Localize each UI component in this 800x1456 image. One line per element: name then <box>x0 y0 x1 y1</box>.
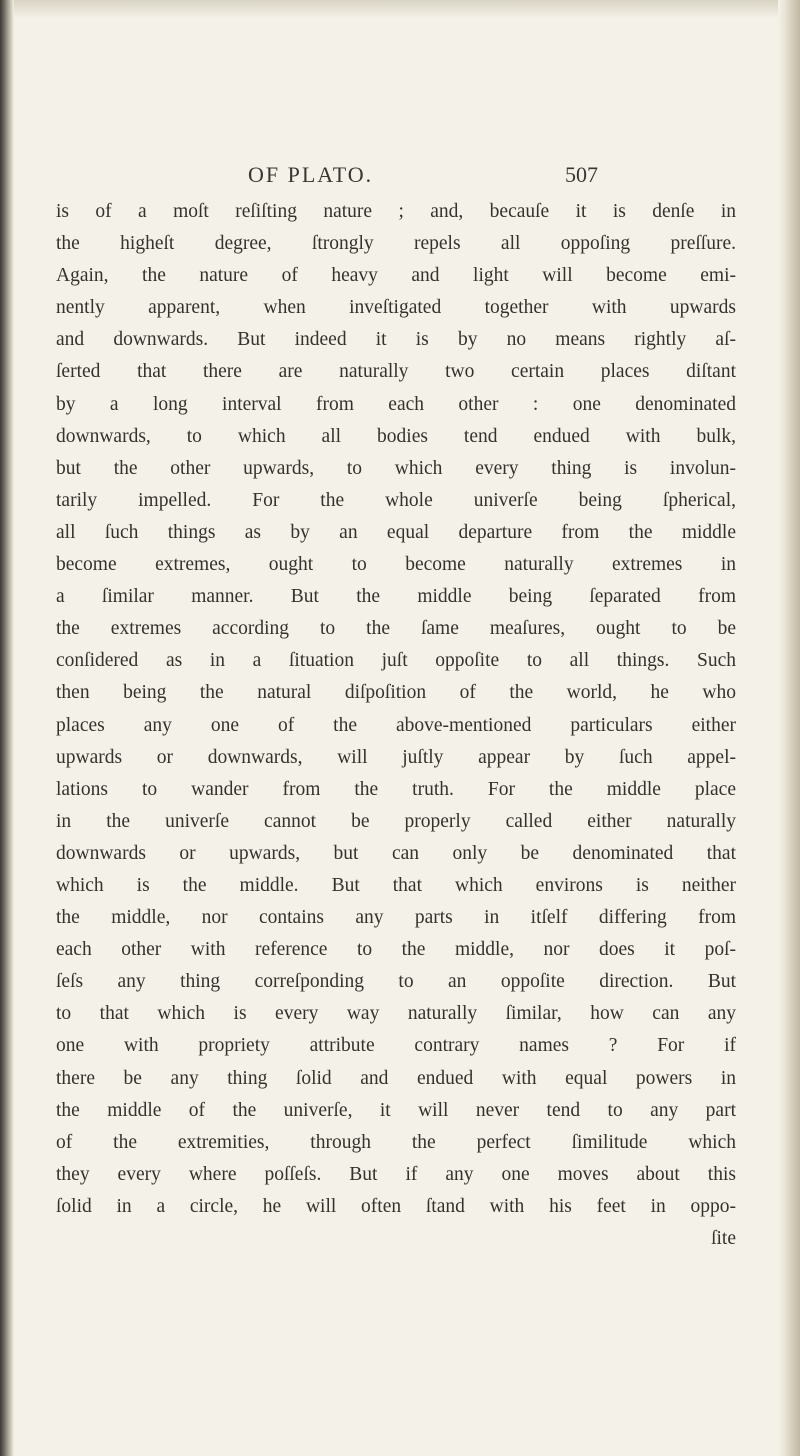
page-header <box>248 162 598 198</box>
text-line: but the other upwards, to which every thing is involun- <box>56 457 736 479</box>
text-line: and downwards. But indeed it is by no means rightly aſ- <box>56 329 736 351</box>
text-line: upwards or downwards, will juſtly appear by ſuch appel- <box>56 746 736 768</box>
running-title: OF PLATO. <box>248 162 374 187</box>
text-line: conſidered as in a ſituation juſt oppoſite to all things. Such <box>56 650 736 672</box>
page-number: 507 <box>565 162 598 187</box>
text-line: to that which is every way naturally ſimilar, how can any <box>56 1003 736 1025</box>
text-line: of the extremities, through the perfect ſimilitude which <box>56 1131 736 1153</box>
text-line: there be any thing ſolid and endued with equal powers in <box>56 1067 736 1089</box>
text-line: ſerted that there are naturally two certain places diſtant <box>56 361 736 383</box>
text-line: then being the natural diſpoſition of the world, he who <box>56 682 736 704</box>
catchword: ſite <box>711 1228 736 1249</box>
text-line: ſeſs any thing correſponding to an oppoſite direction. But <box>56 971 736 993</box>
body-text <box>56 196 736 1255</box>
text-line: all ſuch things as by an equal departure from the middle <box>56 521 736 543</box>
page-right-edge <box>778 0 800 1456</box>
text-line: nently apparent, when inveſtigated together with upwards <box>56 297 736 319</box>
text-line: the extremes according to the ſame meaſures, ought to be <box>56 618 736 640</box>
text-line: ſolid in a circle, he will often ſtand with his feet in oppo- <box>56 1195 736 1217</box>
text-line: in the univerſe cannot be properly called either naturally <box>56 810 736 832</box>
text-line: downwards, to which all bodies tend endued with bulk, <box>56 425 736 447</box>
text-line: they every where poſſeſs. But if any one moves about this <box>56 1163 736 1185</box>
text-line: a ſimilar manner. But the middle being ſeparated from <box>56 586 736 608</box>
text-line: the middle of the univerſe, it will never tend to any part <box>56 1099 736 1121</box>
text-line: downwards or upwards, but can only be denominated that <box>56 842 736 864</box>
text-line: lations to wander from the truth. For the middle place <box>56 778 736 800</box>
text-line: tarily impelled. For the whole univerſe being ſpherical, <box>56 489 736 511</box>
text-line: places any one of the above-mentioned particulars either <box>56 714 736 736</box>
text-line: the middle, nor contains any parts in itſelf differing from <box>56 907 736 929</box>
text-line: Again, the nature of heavy and light will become emi- <box>56 265 736 287</box>
text-line: by a long interval from each other : one denominated <box>56 393 736 415</box>
page-top-shadow <box>0 0 800 18</box>
text-line: which is the middle. But that which environs is neither <box>56 874 736 896</box>
text-line: is of a moſt reſiſting nature ; and, becauſe it is denſe in <box>56 201 736 222</box>
text-line: the higheſt degree, ſtrongly repels all oppoſing preſſure. <box>56 233 736 255</box>
text-line: one with propriety attribute contrary names ? For if <box>56 1035 736 1057</box>
text-line: each other with reference to the middle, nor does it poſ- <box>56 939 736 961</box>
text-line: become extremes, ought to become naturally extremes in <box>56 554 736 576</box>
binding-edge <box>0 0 14 1456</box>
